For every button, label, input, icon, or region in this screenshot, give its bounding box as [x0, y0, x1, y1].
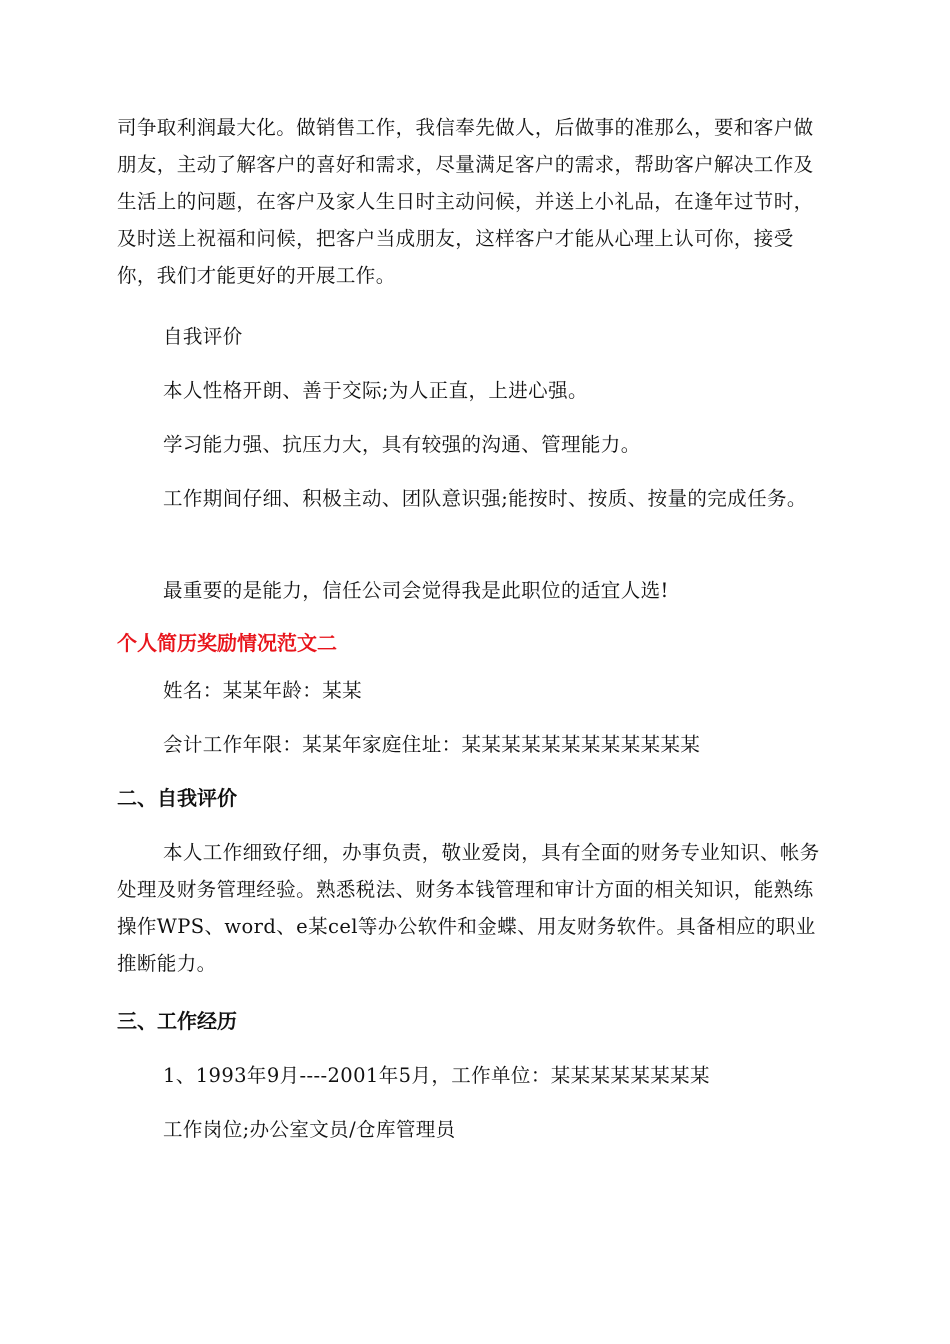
- basic-info-line-2: 会计工作年限：某某年家庭住址：某某某某某某某某某某某某: [163, 733, 701, 756]
- self-eval-line-2: 学习能力强、抗压力大，具有较强的沟通、管理能力。: [163, 433, 641, 456]
- intro-paragraph: 司争取利润最大化。做销售工作，我信奉先做人，后做事的准那么，要和客户做朋友，主动了解客户的喜好和需求，尽量满足客户的需求，帮助客户解决工作及生活上的问题，在客户及家人生日时主动问候，并送上小礼品，在逢年过节时，及时送上祝福和问候，把客户当成朋友，这样客户才能从心理上认可你，接受你，我们才能更好的开展工作。: [117, 116, 814, 287]
- self-eval-line-1: 本人性格开朗、善于交际;为人正直，上进心强。: [163, 379, 588, 402]
- self-eval-line-3: 工作期间仔细、积极主动、团队意识强;能按时、按质、按量的完成任务。: [163, 487, 807, 510]
- self-eval-heading: 自我评价: [163, 325, 243, 348]
- work-history-item-1: 1、1993年9月----2001年5月，工作单位：某某某某某某某某: [163, 1064, 710, 1087]
- section-3-heading: 三、工作经历: [117, 1009, 237, 1033]
- section-title: 个人简历奖励情况范文二: [117, 631, 337, 655]
- section-2-heading: 二、自我评价: [117, 786, 237, 810]
- self-eval-line-4: 最重要的是能力，信任公司会觉得我是此职位的适宜人选!: [163, 579, 669, 602]
- section-2-body: 本人工作细致仔细，办事负责，敬业爱岗，具有全面的财务专业知识、帐务处理及财务管理经验。熟悉税法、财务本钱管理和审计方面的相关知识，能熟练操作WPS、word、e某cel等办公软件和金蝶、用友财务软件。具备相应的职业推断能力。: [117, 841, 820, 975]
- work-history-item-1-post: 工作岗位;办公室文员/仓库管理员: [163, 1118, 456, 1141]
- basic-info-line-1: 姓名：某某年龄：某某: [163, 679, 363, 702]
